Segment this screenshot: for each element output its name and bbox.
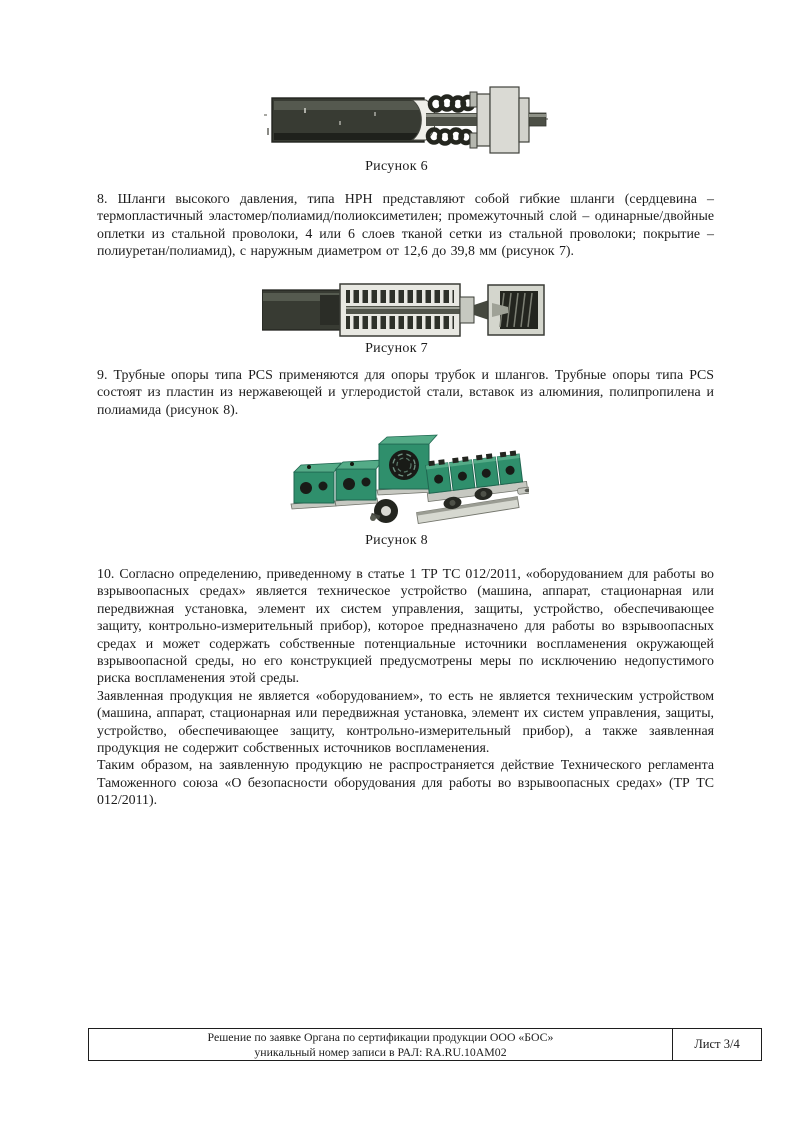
paragraph-10-conclusion: Таким образом, на заявленную продукцию не распространяется действие Технического регламента Таможенного союза «О безопасности оборудования для работы во взрывоопасных средах» (ТР ТС 012/2011). [97, 758, 714, 809]
paragraph-9: 9. Трубные опоры типа PCS применяются для опоры трубок и шлангов. Трубные опоры типа PCS состоят из пластин из нержавеющей и углеродистой стали, вставок из алюминия, полипропилена и полиамида (рисунок 8). [97, 368, 714, 418]
figure-6-caption: Рисунок 6 [365, 159, 428, 174]
footer-line-2: уникальный номер записи в РАЛ: RA.RU.10АМ02 [254, 1044, 507, 1059]
footer-sheet-cell: Лист 3/4 [672, 1029, 761, 1060]
footer-line-1: Решение по заявке Органа по сертификации продукции ООО «БОС» [207, 1029, 554, 1044]
paragraph-8: 8. Шланги высокого давления, типа HPH представляют собой гибкие шланги (сердцевина – термопластичный эластомер/полиамид/полиоксиметилен; промежуточный слой – одинарные/двойные оплетки из стальной проволоки, 4 или 6 слоев тканой сетки из стальной проволоки; покрытие – полиуретан/полиамид), с наружным диаметром от 12,6 до 39,8 мм (рисунок 7). [97, 192, 714, 260]
footer-decision-cell [89, 1029, 672, 1060]
figure-8-image [0, 434, 793, 529]
wire-braid-top [430, 97, 474, 111]
footer-table [88, 1028, 762, 1061]
paragraph-10: 10. Согласно определению, приведенному в статье 1 ТР ТС 012/2011, «оборудованием для работы во взрывоопасных средах» является техническое устройство (машина, аппарат, стационарная или передвижная установка, элемент их систем управления, защиты, устройство, обеспечивающее защиту, контрольно-измерительный прибор), которое предназначено для работы во взрывоопасных средах и может содержать собственные потенциальные источники воспламенения окружающей взрывоопасной среды, но его конструкцией предусмотрены меры по исключению недопустимого риска воспламенения этой среды. [97, 567, 714, 687]
wire-braid-bottom [428, 130, 472, 144]
hose-fitting-cutaway-drawing [264, 86, 549, 154]
figure-8-caption: Рисунок 8 [365, 533, 428, 548]
clamp-pair [291, 460, 383, 509]
figure-7-caption: Рисунок 7 [365, 341, 428, 356]
figure-7-image [0, 283, 793, 338]
paragraph-10-continued: Заявленная продукция не является «оборудованием», то есть не является техническим устройством (машина, аппарат, стационарная или передвижная установка, элемент их систем управления, защиты, устройство, обеспечивающее защиту, контрольно-измерительный прибор), а также заявленная продукция не содержит собственных источников воспламенения. [97, 688, 714, 757]
figure-6-image [0, 86, 793, 154]
crimped-fitting-cutaway-drawing [262, 283, 549, 338]
paragraph-10-block [97, 566, 714, 810]
pipe-clamps-photo-drawing [289, 434, 529, 529]
